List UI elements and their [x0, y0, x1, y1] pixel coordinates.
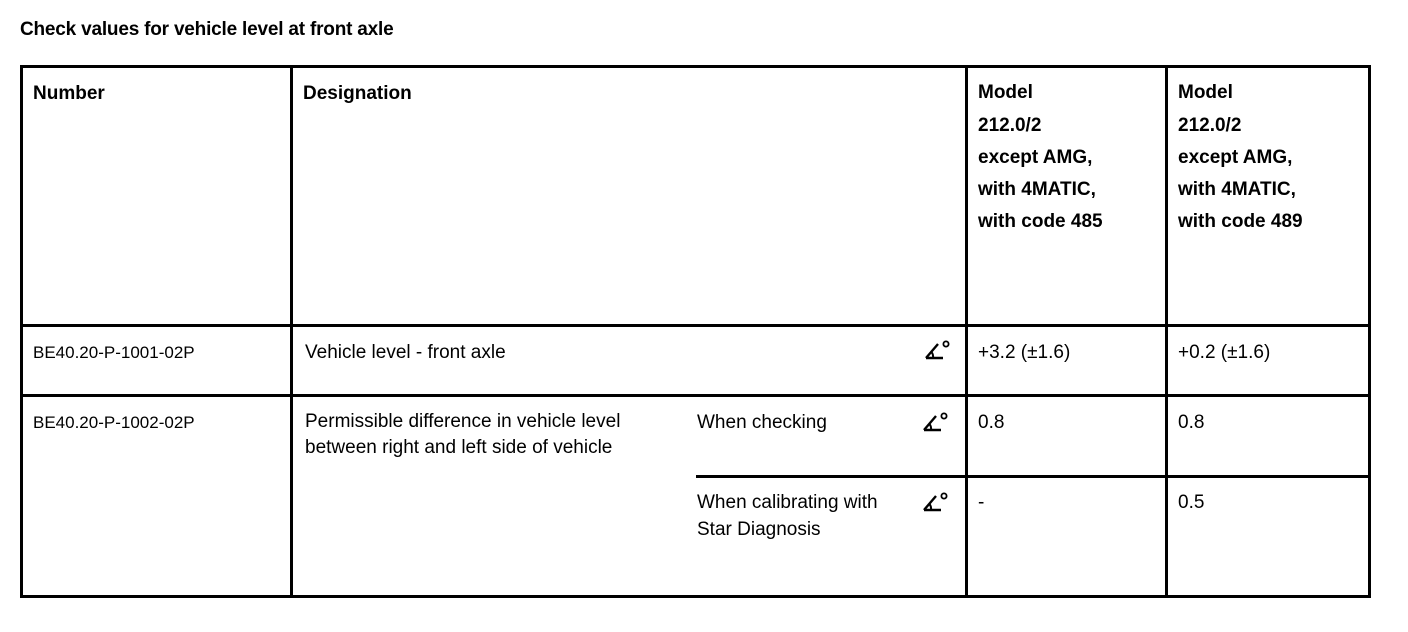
row-model-1-value: - — [978, 492, 985, 513]
row-model-2-value-cell — [1167, 396, 1370, 597]
row-model-1-value-cell — [967, 396, 1167, 597]
row-model-1-value: +3.2 (±1.6) — [978, 342, 1071, 363]
row-model-1-value: 0.8 — [978, 412, 1005, 433]
header-model-2-line: except AMG, — [1178, 147, 1293, 168]
condition-label: When checking — [697, 412, 827, 433]
angle-degree-icon — [921, 411, 949, 433]
row-number: BE40.20-P-1001-02P — [33, 343, 195, 362]
condition-label: When calibrating with Star Diagnosis — [697, 492, 878, 540]
angle-degree-icon — [923, 339, 951, 361]
page-title: Check values for vehicle level at front axle — [20, 19, 394, 40]
header-model-1-line: with 4MATIC, — [978, 179, 1096, 200]
header-number-label: Number — [33, 83, 105, 104]
table-row — [22, 326, 1370, 396]
header-model-2-line: 212.0/2 — [1178, 115, 1242, 136]
header-model-2-line: Model — [1178, 82, 1233, 103]
row-model-2-value-cell — [1167, 326, 1370, 396]
value-divider — [965, 475, 1168, 478]
condition-divider — [696, 475, 968, 478]
table-header-row — [22, 67, 1370, 326]
row-model-1-value-cell — [967, 326, 1167, 396]
row-designation-cell — [292, 396, 967, 597]
header-model-1-line: with code 485 — [978, 211, 1103, 232]
row-number-cell — [22, 326, 292, 396]
header-number — [22, 67, 292, 326]
row-designation: Permissible difference in vehicle level between right and left side of vehicle — [305, 411, 621, 458]
row-model-2-value: 0.5 — [1178, 492, 1205, 513]
header-model-1-line: 212.0/2 — [978, 115, 1042, 136]
row-model-2-value: +0.2 (±1.6) — [1178, 342, 1271, 363]
header-model-2-line: with code 489 — [1178, 211, 1303, 232]
header-model-1-line: Model — [978, 82, 1033, 103]
angle-degree-icon — [921, 491, 949, 513]
header-designation-label: Designation — [303, 83, 412, 104]
row-designation-cell — [292, 326, 967, 396]
row-number-cell — [22, 396, 292, 597]
header-model-2-line: with 4MATIC, — [1178, 179, 1296, 200]
row-designation: Vehicle level - front axle — [305, 342, 506, 363]
value-divider — [1165, 475, 1371, 478]
header-model-2 — [1167, 67, 1370, 326]
header-designation — [292, 67, 967, 326]
check-values-table — [20, 65, 1371, 598]
row-model-2-value: 0.8 — [1178, 412, 1205, 433]
header-model-1-line: except AMG, — [978, 147, 1093, 168]
header-model-1 — [967, 67, 1167, 326]
row-number: BE40.20-P-1002-02P — [33, 413, 195, 432]
table-row — [22, 396, 1370, 597]
